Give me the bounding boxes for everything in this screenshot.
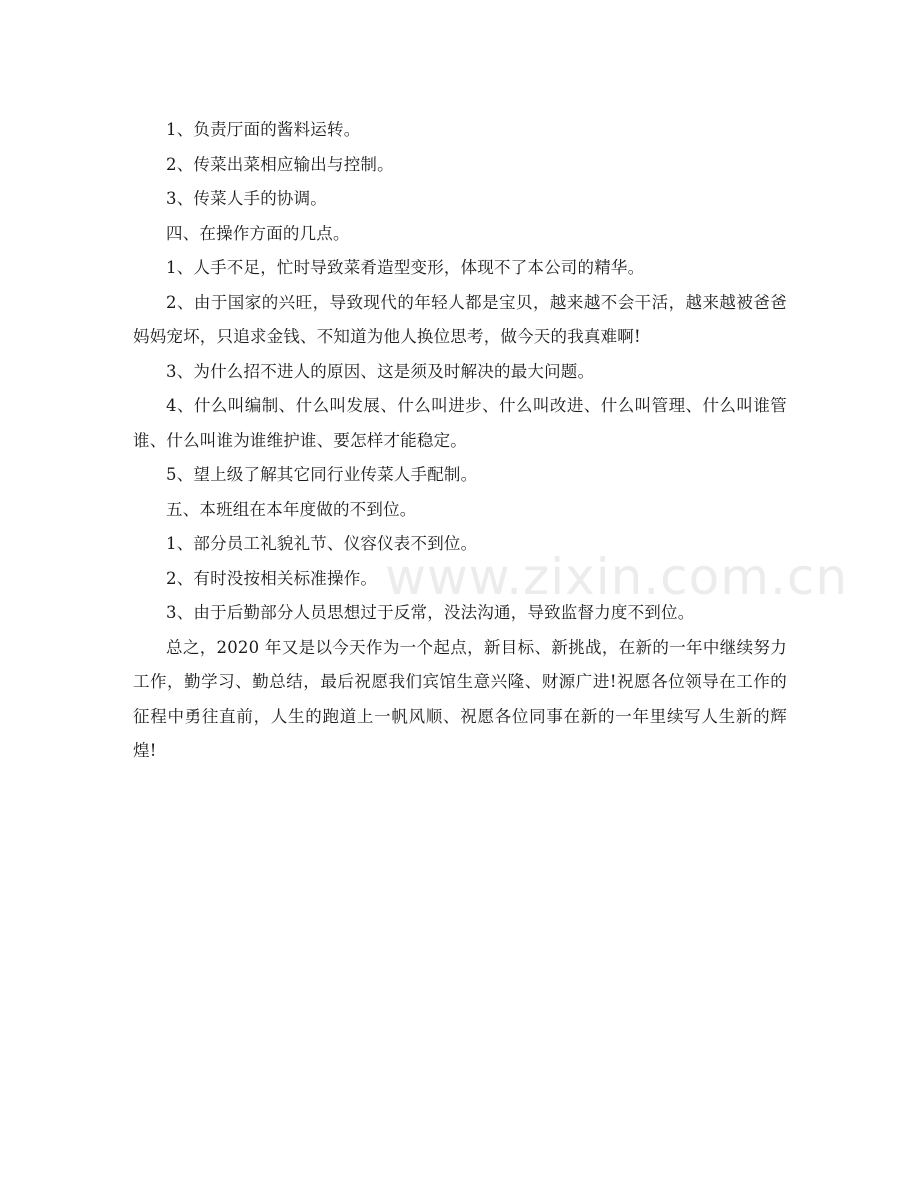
- paragraph-ops-management: 4、什么叫编制、什么叫发展、什么叫进步、什么叫改进、什么叫管理、什么叫谁管谁、什么叫谁为谁维护谁、要怎样才能稳定。: [133, 396, 787, 450]
- watermark: www.zixin.com.cn: [385, 548, 849, 606]
- section-heading-operations: 四、在操作方面的几点。: [166, 223, 350, 243]
- paragraph-shortcoming-etiquette: 1、部分员工礼貌礼节、仪容仪表不到位。: [166, 534, 478, 553]
- paragraph-ops-youth: 2、由于国家的兴旺，导致现代的年轻人都是宝贝，越来越不会干活，越来越被爸爸妈妈宠坏，只追求金钱、不知道为他人换位思考，做今天的我真难啊!: [133, 292, 787, 346]
- paragraph-shortcoming-standards: 2、有时没按相关标准操作。: [166, 568, 378, 588]
- paragraph-ops-recruiting: 3、为什么招不进人的原因、这是须及时解决的最大问题。: [166, 361, 595, 381]
- paragraph-shortcoming-communication: 3、由于后勤部分人员思想过于反常，没法沟通，导致监督力度不到位。: [166, 603, 695, 622]
- paragraph-duty-serving: 2、传菜出菜相应输出与控制。: [166, 154, 394, 174]
- paragraph-duty-coordination: 3、传菜人手的协调。: [166, 189, 327, 208]
- paragraph-duty-sauce: 1、负责厅面的酱料运转。: [166, 120, 361, 139]
- section-heading-shortcomings: 五、本班组在本年度做的不到位。: [166, 499, 417, 519]
- paragraph-ops-request: 5、望上级了解其它同行业传菜人手配制。: [166, 465, 478, 484]
- document-body: [133, 113, 787, 769]
- paragraph-ops-staffing: 1、人手不足，忙时导致菜肴造型变形，体现不了本公司的精华。: [166, 258, 645, 277]
- paragraph-conclusion: 总之，2020 年又是以今天作为一个起点，新目标、新挑战，在新的一年中继续努力工作，勤学习、勤总结，最后祝愿我们宾馆生意兴隆、财源广进!祝愿各位领导在工作的征程中勇往直前，人生的跑道上一帆风顺、祝愿各位同事在新的一年里续写人生新的辉煌!: [133, 637, 787, 760]
